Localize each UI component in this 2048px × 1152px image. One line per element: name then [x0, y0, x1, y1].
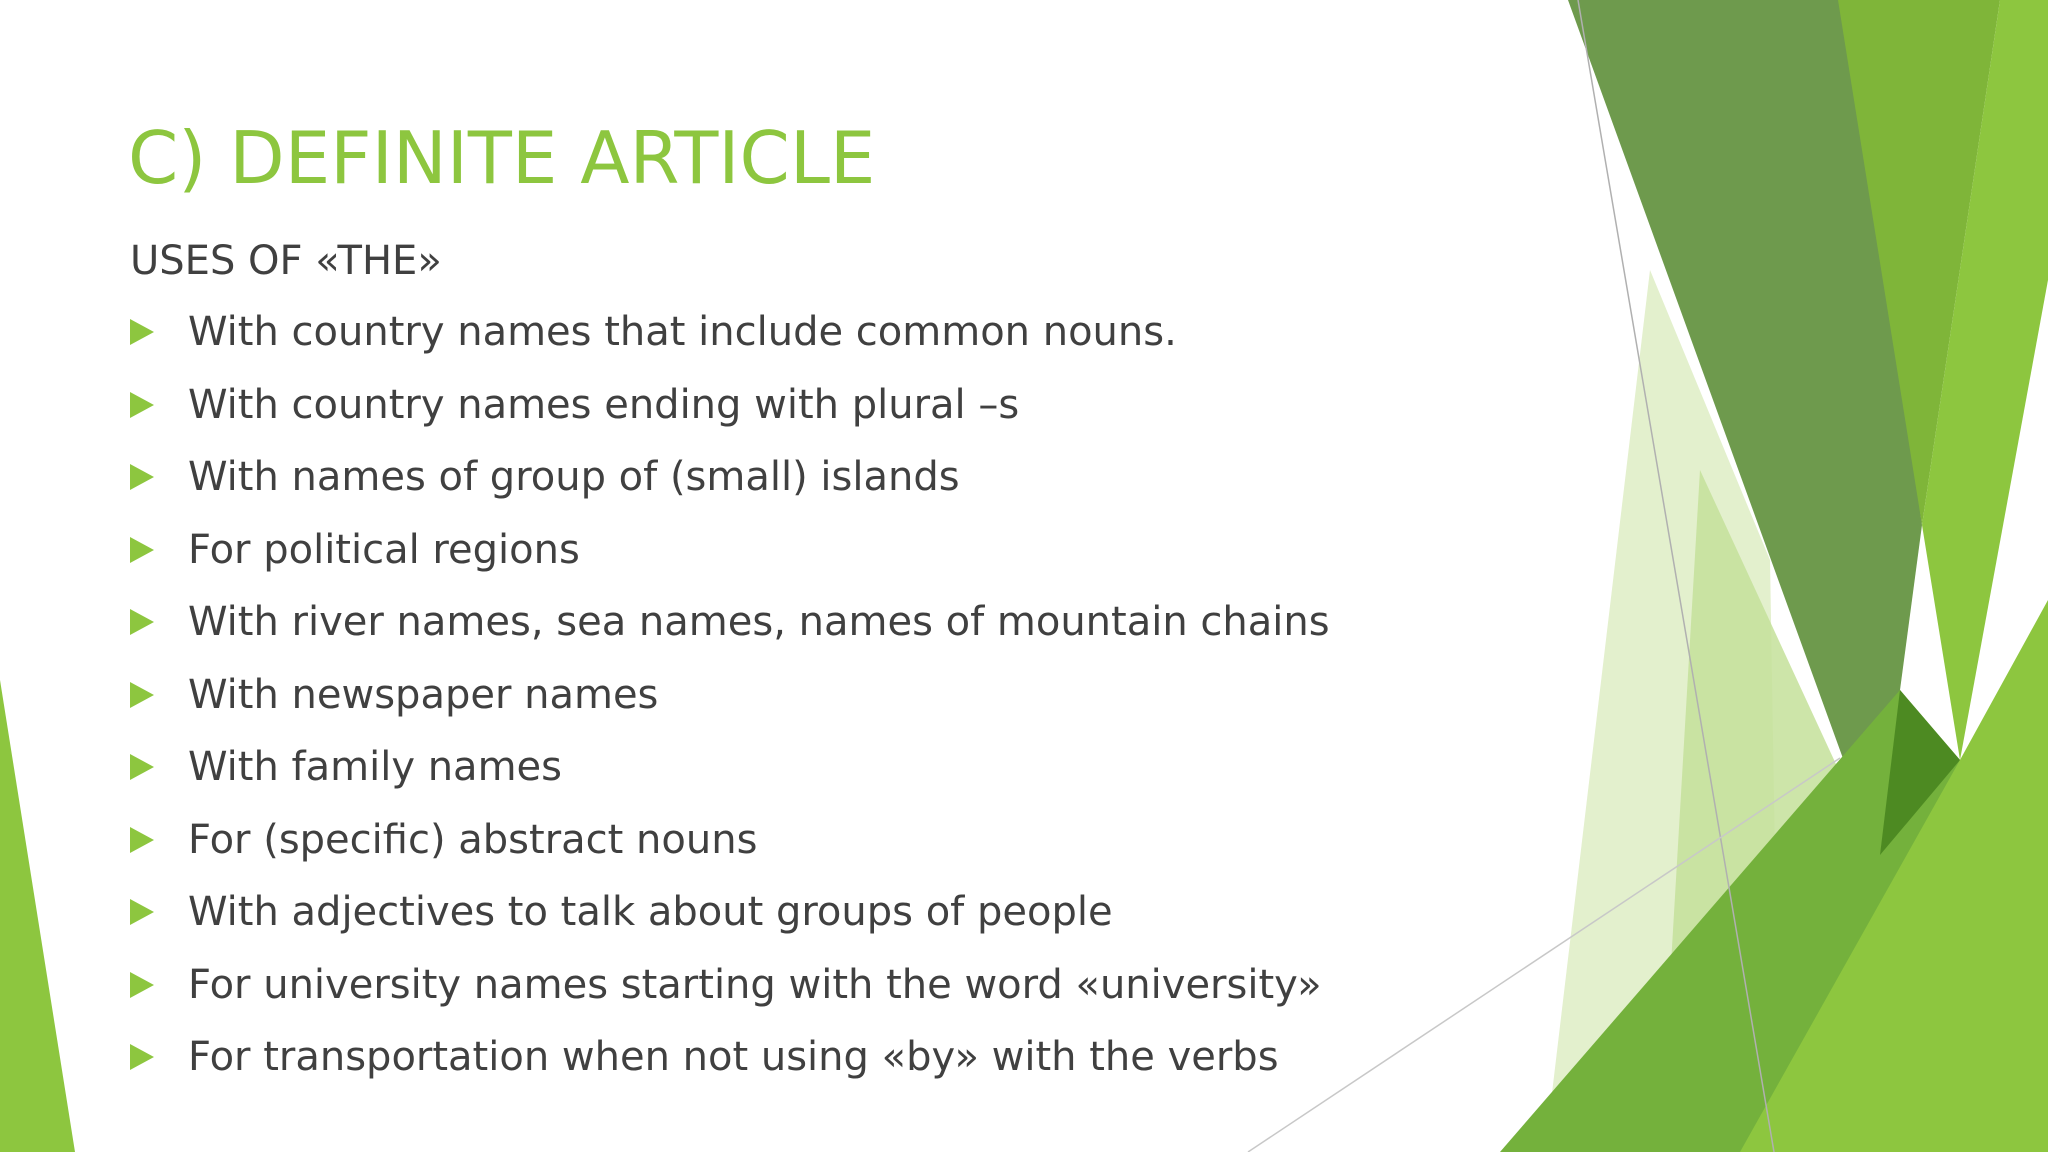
triangle-bullet-icon — [130, 754, 154, 780]
bullet-item — [130, 876, 1330, 949]
triangle-bullet-icon — [130, 609, 154, 635]
bullet-text: With names of group of (small) islands — [188, 454, 960, 501]
bullet-item — [130, 586, 1330, 659]
triangle-bullet-icon — [130, 537, 154, 563]
bullet-item — [130, 804, 1330, 877]
slide-title: C) DEFINITE ARTICLE — [128, 116, 876, 200]
triangle-bullet-icon — [130, 899, 154, 925]
bullet-text: With adjectives to talk about groups of people — [188, 889, 1113, 936]
bullet-text: With river names, sea names, names of mountain chains — [188, 599, 1330, 646]
bullet-text: With country names ending with plural –s — [188, 381, 1020, 428]
bullet-item — [130, 731, 1330, 804]
bullet-text: For (specific) abstract nouns — [188, 816, 758, 863]
triangle-bullet-icon — [130, 682, 154, 708]
bullet-item — [130, 659, 1330, 732]
bullet-item — [130, 369, 1330, 442]
triangle-bullet-icon — [130, 1044, 154, 1070]
slide-subtitle: USES OF «THE» — [130, 238, 442, 284]
bullet-text: With country names that include common nouns. — [188, 309, 1177, 356]
bullet-item — [130, 949, 1330, 1022]
triangle-bullet-icon — [130, 972, 154, 998]
triangle-bullet-icon — [130, 392, 154, 418]
bullet-item — [130, 1021, 1330, 1094]
bullet-text: With family names — [188, 744, 562, 791]
bullet-text: For university names starting with the word «university» — [188, 961, 1322, 1008]
bullet-item — [130, 296, 1330, 369]
bullet-item — [130, 514, 1330, 587]
bullet-list — [130, 296, 1330, 1094]
bullet-text: With newspaper names — [188, 671, 659, 718]
bullet-text: For political regions — [188, 526, 580, 573]
left-green-sliver — [0, 680, 75, 1152]
bullet-item — [130, 441, 1330, 514]
triangle-bullet-icon — [130, 464, 154, 490]
triangle-bullet-icon — [130, 319, 154, 345]
triangle-bullet-icon — [130, 827, 154, 853]
bullet-text: For transportation when not using «by» with the verbs — [188, 1034, 1279, 1081]
